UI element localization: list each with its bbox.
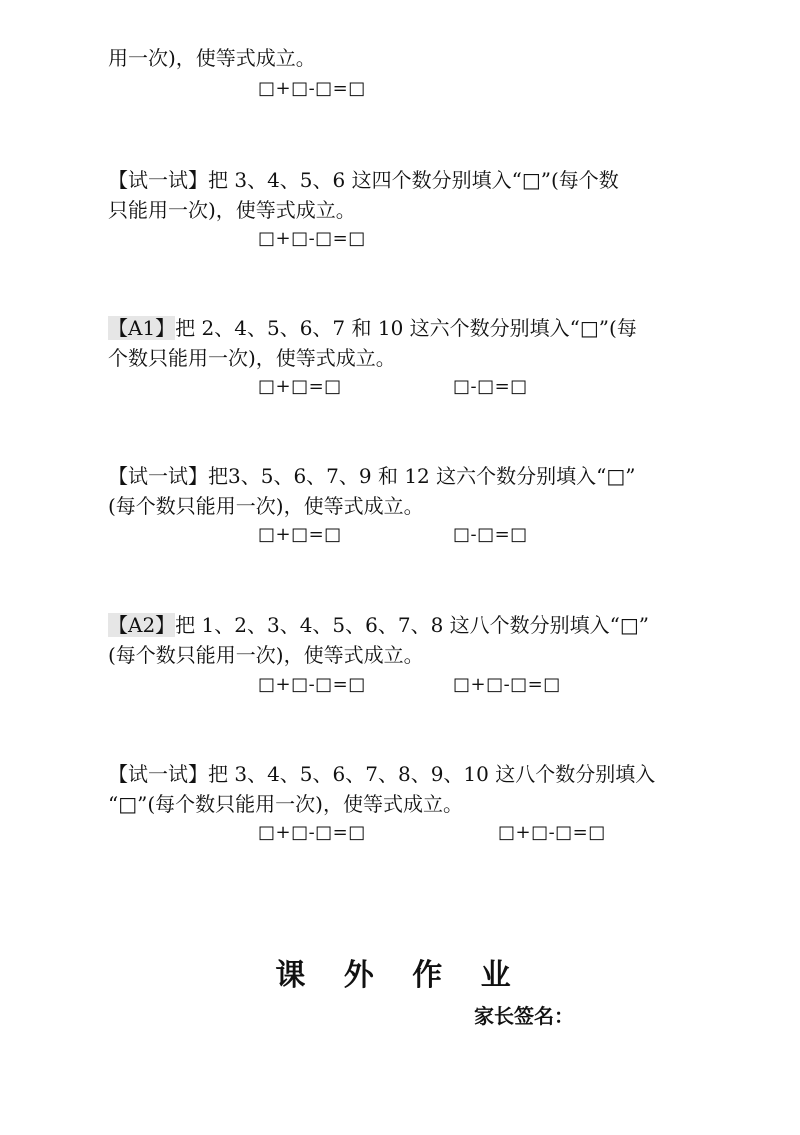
section-tag: 【试一试】 <box>108 168 208 192</box>
equation: □+□=□ <box>258 524 342 545</box>
problem-line-2: (每个数只能用一次)，使等式成立。 <box>108 643 424 667</box>
equation: □+□-□=□ <box>453 674 561 695</box>
parent-signature-label: 家长签名： <box>474 1004 574 1028</box>
problem-text: 把 3、4、5、6 这四个数分别填入“□”(每个数 <box>208 168 619 192</box>
equation: □+□-□=□ <box>258 674 366 695</box>
section-tag: 【试一试】 <box>108 762 208 786</box>
problem-line-2: “□”(每个数只能用一次)，使等式成立。 <box>108 792 463 816</box>
equation: □+□-□=□ <box>498 822 606 843</box>
problem-line <box>108 762 655 786</box>
problem-line <box>108 168 619 192</box>
problem-line <box>108 613 649 637</box>
section-tag: 【A1】 <box>108 316 176 340</box>
problem-line <box>108 316 637 340</box>
problem-text: 把 1、2、3、4、5、6、7、8 这八个数分别填入“□” <box>175 613 650 637</box>
problem-line-2: (每个数只能用一次)，使等式成立。 <box>108 494 424 518</box>
equation: □+□-□=□ <box>258 228 366 249</box>
section-tag: 【试一试】 <box>108 464 208 488</box>
equation: □+□=□ <box>258 376 342 397</box>
equation: □-□=□ <box>453 376 528 397</box>
equation: □+□-□=□ <box>258 78 366 99</box>
problem-line <box>108 464 636 488</box>
problem-text: 把 3、4、5、6、7、8、9、10 这八个数分别填入 <box>208 762 656 786</box>
problem-line-2: 个数只能用一次)，使等式成立。 <box>108 346 396 370</box>
problem-text: 把 2、4、5、6、7 和 10 这六个数分别填入“□”(每 <box>175 316 637 340</box>
text-line: 用一次)，使等式成立。 <box>108 46 316 70</box>
equation: □+□-□=□ <box>258 822 366 843</box>
homework-title: 课 外 作 业 <box>275 958 525 993</box>
problem-text: 把3、5、6、7、9 和 12 这六个数分别填入“□” <box>208 464 636 488</box>
problem-line-2: 只能用一次)，使等式成立。 <box>108 198 356 222</box>
section-tag: 【A2】 <box>108 613 176 637</box>
equation: □-□=□ <box>453 524 528 545</box>
